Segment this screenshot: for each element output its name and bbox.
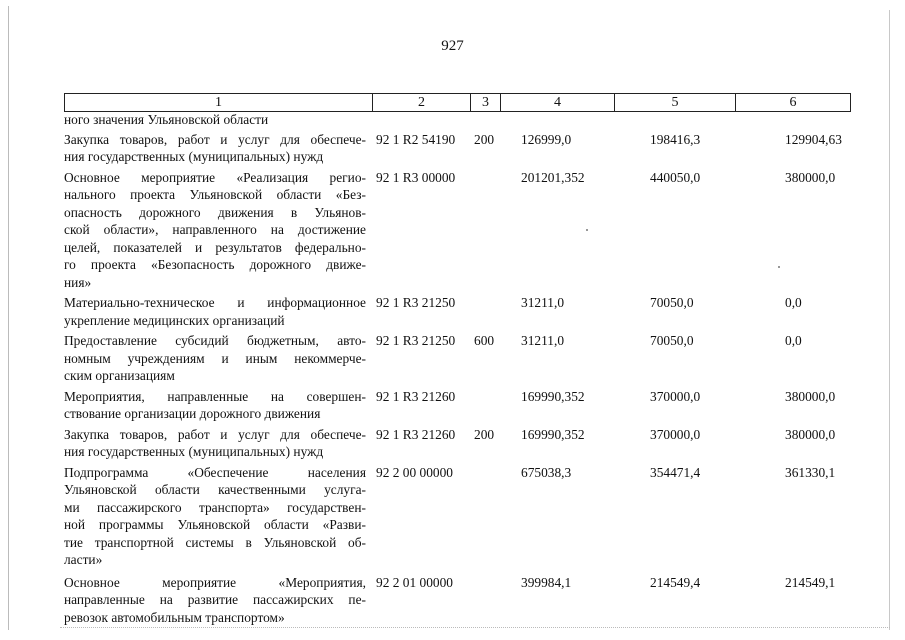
row-value-2024: 370000,0 xyxy=(650,426,701,442)
row-expense-type: 200 xyxy=(474,426,495,442)
row-name-line: тие транспортной системы в Ульяновской об- xyxy=(64,534,366,550)
table-row xyxy=(64,332,850,385)
row-name-line: целей, показателей и результатов федерально- xyxy=(64,239,366,255)
row-name-line: ного значения Ульяновской области xyxy=(64,112,269,127)
table-row xyxy=(64,294,850,329)
row-name-line: ским организациям xyxy=(64,368,175,383)
row-value-2025 xyxy=(737,111,850,129)
row-value-2023: 31211,0 xyxy=(521,333,565,348)
row-name-line: Основное мероприятие «Реализация регио- xyxy=(64,169,366,185)
row-code: 92 1 R3 21250 xyxy=(376,333,456,348)
table-row xyxy=(64,169,850,292)
table-row xyxy=(64,574,850,627)
row-name xyxy=(64,332,366,385)
scan-bottom-noise xyxy=(60,627,890,629)
row-name-line: ми пассажирского транспорта» государствен- xyxy=(64,499,366,515)
scan-edge-right xyxy=(889,10,890,630)
row-name-line: Предоставление субсидий бюджетным, авто- xyxy=(64,333,366,348)
table-header xyxy=(64,93,851,112)
row-code: 92 1 R2 54190 xyxy=(376,131,456,147)
row-value-2025: 214549,1 xyxy=(785,574,836,590)
row-name-line: ской области», направленного на достижение xyxy=(64,222,366,237)
row-expense-type xyxy=(470,388,500,423)
header-col-2: 2 xyxy=(373,94,471,112)
row-code: 92 1 R3 21260 xyxy=(376,388,456,404)
row-value-2024: 354471,4 xyxy=(650,464,701,480)
row-name-line: Закупка товаров, работ и услуг для обеспече- xyxy=(64,131,366,147)
row-name-line: Подпрограмма «Обеспечение населения xyxy=(64,464,366,480)
row-value-2025: 361330,1 xyxy=(785,464,836,480)
row-value-2023: 126999,0 xyxy=(521,131,572,147)
row-code: 92 2 00 00000 xyxy=(376,464,453,480)
page-number: 927 xyxy=(441,38,464,54)
row-value-2023: 675038,3 xyxy=(521,464,572,480)
row-expense-type xyxy=(470,111,500,129)
row-name-line: Закупка товаров, работ и услуг для обеспече- xyxy=(64,426,366,442)
header-col-1: 1 xyxy=(65,94,373,112)
row-name-line: ной программы Ульяновской области «Разви- xyxy=(64,517,366,532)
row-expense-type xyxy=(470,169,500,292)
header-col-5: 5 xyxy=(615,94,736,112)
row-expense-type xyxy=(470,294,500,329)
header-col-3: 3 xyxy=(471,94,501,112)
row-value-2024: 70050,0 xyxy=(650,295,694,310)
row-value-2023: 31211,0 xyxy=(521,295,565,310)
row-code: 92 1 R3 21250 xyxy=(376,295,456,310)
row-code: 92 1 R3 00000 xyxy=(376,169,456,185)
table-row xyxy=(64,464,850,569)
row-name-line: ласти» xyxy=(64,552,103,567)
row-value-2025: 0,0 xyxy=(785,295,802,310)
row-code xyxy=(366,111,470,129)
table-body xyxy=(64,111,850,626)
row-name xyxy=(64,426,366,461)
table-row xyxy=(64,426,850,461)
row-expense-type xyxy=(470,464,500,569)
row-value-2025: 380000,0 xyxy=(785,169,836,185)
row-value-2024: 440050,0 xyxy=(650,169,701,185)
row-value-2024: 214549,4 xyxy=(650,574,701,590)
row-name xyxy=(64,464,366,569)
header-col-6: 6 xyxy=(736,94,851,112)
scan-speck xyxy=(586,229,588,231)
scan-speck xyxy=(778,266,780,268)
row-name-line: направленные на развитие пассажирских пе- xyxy=(64,592,366,607)
table-row xyxy=(64,388,850,423)
row-name-line: Основное мероприятие «Мероприятия, xyxy=(64,574,366,590)
row-name-line: ния» xyxy=(64,274,92,290)
row-name-line: номным учреждениям и иным некоммерче- xyxy=(64,350,366,366)
row-name xyxy=(64,131,366,166)
row-code: 92 1 R3 21260 xyxy=(376,426,456,442)
table-row xyxy=(64,131,850,166)
row-name-line: Мероприятия, направленные на совершен- xyxy=(64,388,366,404)
row-value-2023: 201201,352 xyxy=(521,169,585,185)
header-col-4: 4 xyxy=(501,94,615,112)
row-expense-type: 600 xyxy=(474,333,495,348)
row-name-line: ревозок автомобильным транспортом» xyxy=(64,609,285,625)
row-value-2023 xyxy=(500,111,613,129)
row-code: 92 2 01 00000 xyxy=(376,574,453,590)
row-name xyxy=(64,294,366,329)
row-name xyxy=(64,574,366,627)
row-name-line: укрепление медицинских организаций xyxy=(64,312,285,328)
row-value-2024: 370000,0 xyxy=(650,388,701,404)
row-value-2025: 380000,0 xyxy=(785,426,836,442)
row-value-2024: 198416,3 xyxy=(650,131,701,147)
row-name-line: го проекта «Безопасность дорожного движе- xyxy=(64,257,366,272)
row-name-line: ния государственных (муниципальных) нужд xyxy=(64,444,324,459)
row-name-line: Ульяновской области качественными услуга- xyxy=(64,482,366,497)
row-name xyxy=(64,111,366,129)
row-name xyxy=(64,388,366,423)
row-expense-type xyxy=(470,574,500,627)
row-value-2024: 70050,0 xyxy=(650,333,694,348)
row-expense-type: 200 xyxy=(474,131,495,147)
row-name-line: ния государственных (муниципальных) нужд xyxy=(64,149,324,164)
row-value-2023: 169990,352 xyxy=(521,426,585,442)
table-row xyxy=(64,111,850,129)
row-value-2024 xyxy=(613,111,737,129)
scan-edge-left xyxy=(8,6,9,630)
row-value-2023: 169990,352 xyxy=(521,388,585,404)
row-name-line: ствование организации дорожного движения xyxy=(64,406,321,421)
row-value-2023: 399984,1 xyxy=(521,574,572,590)
row-name xyxy=(64,169,366,292)
row-value-2025: 0,0 xyxy=(785,333,802,348)
row-value-2025: 129904,63 xyxy=(785,131,842,147)
row-name-line: нального проекта Ульяновской области «Без- xyxy=(64,187,366,202)
row-name-line: опасность дорожного движения в Ульянов- xyxy=(64,204,366,220)
row-name-line: Материально-техническое и информационное xyxy=(64,295,366,310)
row-value-2025: 380000,0 xyxy=(785,388,836,404)
